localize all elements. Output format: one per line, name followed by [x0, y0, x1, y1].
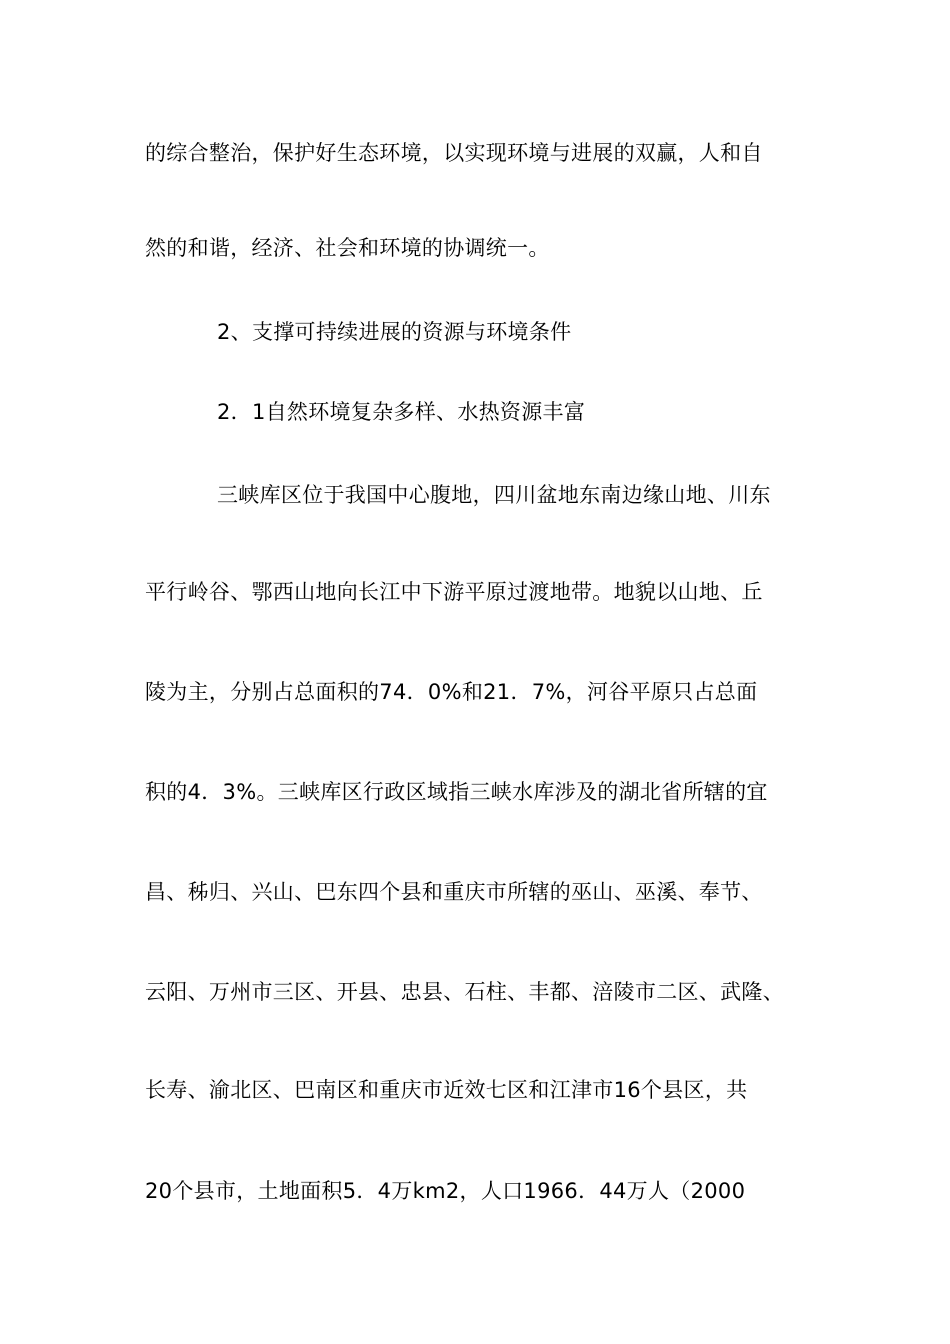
body-text-line: 的综合整治，保护好生态环境，以实现环境与进展的双赢，人和自: [145, 141, 763, 165]
body-text-line: 昌、秭归、兴山、巴东四个县和重庆市所辖的巫山、巫溪、奉节、: [145, 880, 763, 904]
body-text-line: 陵为主，分别占总面积的74．0%和21．7%，河谷平原只占总面: [145, 680, 758, 704]
section-heading: 2、支撑可持续进展的资源与环境条件: [217, 320, 572, 344]
body-text-line: 平行岭谷、鄂西山地向长江中下游平原过渡地带。地貌以山地、丘: [145, 580, 763, 604]
paragraph-first-line: 三峡库区位于我国中心腹地，四川盆地东南边缘山地、川东: [217, 483, 771, 507]
body-text-line: 云阳、万州市三区、开县、忠县、石柱、丰都、涪陵市二区、武隆、: [145, 980, 784, 1004]
body-text-line: 然的和谐，经济、社会和环境的协调统一。: [145, 236, 550, 260]
subsection-heading: 2．1自然环境复杂多样、水热资源丰富: [217, 400, 586, 424]
body-text-line: 长寿、渝北区、巴南区和重庆市近效七区和江津市16个县区，共: [145, 1078, 748, 1102]
body-text-line: 积的4．3%。三峡库区行政区域指三峡水库涉及的湖北省所辖的宜: [145, 780, 768, 804]
body-text-line: 20个县市，土地面积5．4万km2，人口1966．44万人（2000: [145, 1179, 746, 1203]
